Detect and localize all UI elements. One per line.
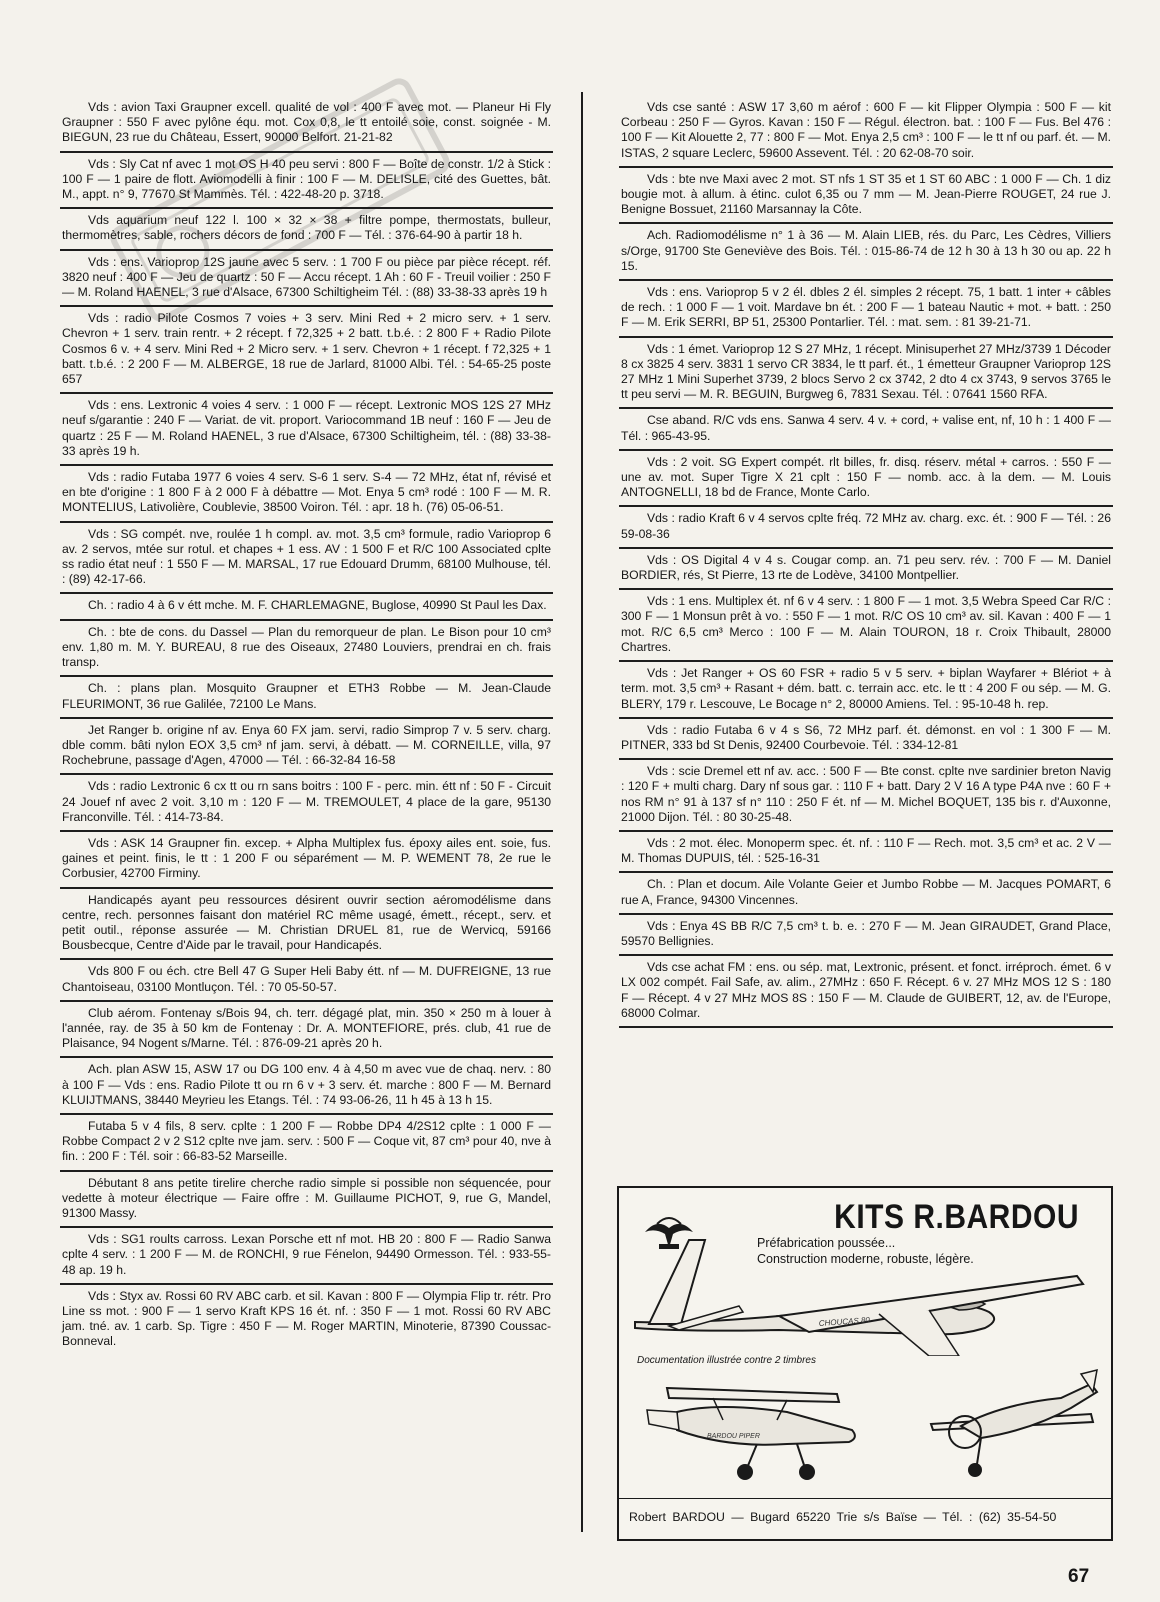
classified-ad: Vds : Sly Cat nf avec 1 mot OS H 40 peu servi : 800 F — Boîte de constr. 1/2 à Stick : 100 F — 1 paire de flott. Aviomodelli à finir : 100 F — M. DELISLE, cité des Guettes, bât. M., appt. n° 9, 77670 St Mammès. Tél. : 422-48-20 p. 3718.: [60, 153, 553, 210]
advert-contact: Robert BARDOU — Bugard 65220 Trie s/s Baïse — Tél. : (62) 35-54-50: [629, 1510, 1057, 1524]
cub-airplane-illustration: [637, 1372, 867, 1490]
classified-ad: Vds : bte nve Maxi avec 2 mot. ST nfs 1 ST 35 et 1 ST 60 ABC : 1 000 F — Ch. 1 diz bougie mot. à allum. à étinc. culot 6,35 ou 7 mm — M. Jean-Pierre ROUGET, 24 rue J. Benigne Bossuet, 21160 Marsannay la Côte.: [619, 168, 1113, 225]
classified-ad: Ch. : plans plan. Mosquito Graupner et ETH3 Robbe — M. Jean-Claude FLEURIMONT, 36 rue Galilée, 72100 Le Mans.: [60, 677, 553, 718]
classified-ad: Vds : scie Dremel ett nf av. acc. : 500 F — Bte const. cplte nve sardinier breton Navig : 120 F + multi charg. Dary nf sous gar. : 110 F + batt. Dary 2 V 16 A type P4A nve : 60 F + nos RM n° 91 à 137 sf n° 110 : 250 F ét. nf — M. Michel BOQUET, 135 bis r. d'Auxonne, 21000 Dijon. Tél. : 80 30-25-48.: [619, 760, 1113, 832]
left-classifieds-column: [60, 92, 553, 1355]
classified-ad: Vds : radio Kraft 6 v 4 servos cplte fréq. 72 MHz av. charg. exc. ét. : 900 F — Tél. : 26 59-08-36: [619, 507, 1113, 548]
classified-ad: Ch. : radio 4 à 6 v étt mche. M. F. CHARLEMAGNE, Buglose, 40990 St Paul les Dax.: [60, 594, 553, 620]
glider-label: CHOUCAS 80: [818, 1315, 871, 1328]
classified-ad: Vds : ens. Varioprop 12S jaune avec 5 serv. : 1 700 F ou pièce par pièce récept. réf. 3820 neuf : 400 F — Jeu de quartz : 50 F — Accu récept. 1 Ah : 60 F - Treuil voilier : 250 F — M. Roland HAENEL, 3 rue d'Alsace, 67300 Schiltigheim Tél. : (88) 33-38-33 après 19 h: [60, 251, 553, 308]
classified-ad: Ach. plan ASW 15, ASW 17 ou DG 100 env. 4 à 4,50 m avec vue de chaq. nerv. : 80 à 100 F — Vds : ens. Radio Pilote tt ou rn 6 v + 3 serv. ét. marche : 800 F — M. Bernard KLUIJTMANS, 38440 Meyrieu les Etangs. Tél. : 74 93-06-26, 11 h 45 à 13 h 15.: [60, 1058, 553, 1115]
brand-title: KITS R.BARDOU: [834, 1198, 1079, 1236]
tagline-construction: Construction moderne, robuste, légère.: [757, 1252, 974, 1266]
classified-ad: Ach. Radiomodélisme n° 1 à 36 — M. Alain LIEB, rés. du Parc, Les Cèdres, Villiers s/Orge, 91700 Ste Geneviève des Bois. Tél. : 015-86-74 de 12 h 30 à 13 h 30 ou ap. 22 h 15.: [619, 224, 1113, 281]
tagline-prefab: Préfabrication poussée...: [757, 1236, 896, 1250]
page-number: 67: [1068, 1566, 1090, 1587]
classified-ad: Vds : SG1 roults carross. Lexan Porsche ett nf mot. HB 20 : 800 F — Radio Sanwa cplte 4 serv. : 1 200 F — M. de RONCHI, 9 rue Fénelon, 94490 Ormesson. Tél. : 933-55-48 ap. 19 h.: [60, 1228, 553, 1285]
classified-ad: Vds : 1 émet. Varioprop 12 S 27 MHz, 1 récept. Minisuperhet 27 MHz/3739 1 Décoder 8 cx 3825 4 serv. 3831 1 servo CR 3834, le tt parf. ét., 1 émetteur Graupner Varioprop 12S 27 MHz 1 Mini Superhet 3739, 2 blocs Servo 2 cx 3742, 2 dto 4 cx 3743, 9 servos 3765 le tt peu servi — M. R. BEGUIN, Burgweg 6, 7831 Sexau. Tél. : 07641 1560 RFA.: [619, 338, 1113, 410]
classified-ad: Vds : Styx av. Rossi 60 RV ABC carb. et sil. Kavan : 800 F — Olympia Flip tr. rétr. Pro Line ss mot. : 900 F — 1 servo Kraft KPS 16 ét. nf. : 350 F — 1 mot. Rossi 60 RV ABC jam. tné. av. 1 carb. Sp. Tigre : 450 F — M. Roger MARTIN, Minoterie, 87390 Coussac-Bonneval.: [62, 1288, 551, 1349]
classified-ad: Vds cse santé : ASW 17 3,60 m aérof : 600 F — kit Flipper Olympia : 500 F — kit Corbeau : 250 F — Gyros. Kavan : 150 F — Régul. électron. bat. : 100 F — Fus. Bel 476 : 100 F — Kit Alouette 2, 77 : 800 F — Mot. Enya 2,5 cm³ : 100 F — le tt nf ou parf. ét. — M. ISTAS, 2 square Leclerc, 59600 Assevent. Tél. : 20 62-08-70 soir.: [619, 92, 1113, 168]
advert-footer-divider: [619, 1498, 1111, 1499]
classified-ad: Handicapés ayant peu ressources désirent ouvrir section aéromodélisme dans centre, rech. personnes faisant don matériel RC même usagé, émett., récept., serv. et petit outil., réponse assurée — M. Christian DRUEL 81, rue de Wervicq, 59166 Bousbecque, Centre d'Aide par le travail, pour Handicapés.: [60, 889, 553, 961]
classified-ad: Vds : ens. Varioprop 5 v 2 él. dbles 2 él. simples 2 récept. 75, 1 batt. 1 inter + câbles de rech. : 1 000 F — 1 voit. Mardave bn ét. : 200 F — 1 bateau Nautic + mot. + batt. : 250 F — M. Erik SERRI, BP 51, 25300 Pontarlier. Tél. : mat. sem. : 81 39-21-71.: [619, 281, 1113, 338]
classified-ad: Vds : radio Futaba 6 v 4 s S6, 72 MHz parf. ét. démonst. en vol : 1 300 F — M. PITNER, 333 bd St Denis, 92400 Courbevoie. Tél. : 334-12-81: [619, 719, 1113, 760]
classified-ad: Club aérom. Fontenay s/Bois 94, ch. terr. dégagé plat, min. 350 × 250 m à louer à l'année, ray. de 35 à 50 km de Fontenay : Dr. A. MONTEFIORE, prés. club, 41 rue de Plaisance, 94 Nogent s/Marne. Tél. : 876-09-21 après 20 h.: [60, 1002, 553, 1059]
classified-ad: Vds : ens. Lextronic 4 voies 4 serv. : 1 000 F — récept. Lextronic MOS 12S 27 MHz neuf s/garantie : 240 F — Variat. de vit. proport. Variocommand 1B neuf : 160 F — Jeu de quartz : 25 F — M. Roland HAENEL, 3 rue d'Alsace, 67300 Schiltigheim, tél. : (88) 33-38-33 après 19 h.: [60, 394, 553, 466]
cub-label: BARDOU PIPER: [707, 1433, 760, 1440]
classified-ad: Vds : OS Digital 4 v 4 s. Cougar comp. an. 71 peu serv. rév. : 700 F — M. Daniel BORDIER, rés, St Pierre, 13 rte de Lodève, 34100 Montpellier.: [619, 549, 1113, 590]
classified-ad: Vds : 1 ens. Multiplex ét. nf 6 v 4 serv. : 1 800 F — 1 mot. 3,5 Webra Speed Car R/C : 300 F — 1 Monsun prêt à vo. : 550 F — 1 mot. R/C OS 10 cm³ av. sil. Kavan : 400 F — 1 mot. R/C 6,5 cm³ Merco : 100 F — M. Alain TOURON, 18 r. Croix Thibault, 28000 Chartres.: [619, 590, 1113, 662]
classified-ad: Vds : Enya 4S BB R/C 7,5 cm³ t. b. e. : 270 F — M. Jean GIRAUDET, Grand Place, 59570 Bellignies.: [619, 915, 1113, 956]
column-divider: [581, 92, 583, 1532]
classified-ad: Débutant 8 ans petite tirelire cherche radio simple si possible non séquencée, pour vedette à moteur électrique — Faire offre : M. Guillaume PICHOT, 9, rue G, Mandel, 91300 Massy.: [60, 1172, 553, 1229]
classified-ad: Vds cse achat FM : ens. ou sép. mat, Lextronic, présent. et fonct. irréproch. émet. 6 v LX 002 compét. Fail Safe, av. alim., 27MHz : 650 F. Récept. 6 v. 27 MHz MOS 12 S : 180 F — Récept. 4 v 27 MHz MOS 8S : 150 F — M. Claude de GUIBERT, 12, av. de l'Europe, 68000 Colmar.: [619, 956, 1113, 1028]
classified-ad: Ch. : Plan et docum. Aile Volante Geier et Jumbo Robbe — M. Jacques POMART, 6 rue A, France, 94300 Vincennes.: [619, 873, 1113, 914]
right-classifieds-column: [619, 92, 1113, 1028]
classified-ad: Vds : avion Taxi Graupner excell. qualité de vol : 400 F avec mot. — Planeur Hi Fly Graupner : 550 F avec pylône équ. mot. Cox 0,8, le tt entoilé soie, const. soignée - M. BIEGUN, 23 rue du Château, Essert, 90000 Belfort. 21-21-82: [60, 92, 553, 153]
classified-ad: Vds : 2 mot. élec. Monoperm spec. ét. nf. : 110 F — Rech. mot. 3,5 cm³ et ac. 2 V — M. Thomas DUPUIS, tél. : 525-16-31: [619, 832, 1113, 873]
classified-ad: Vds : SG compét. nve, roulée 1 h compl. av. mot. 3,5 cm³ formule, radio Varioprop 6 av. 2 servos, mtée sur rotul. et chapes + 1 ess. AV : 1 500 F et R/C 100 Associated cplte ss radio état neuf : 1 550 F — M. MARSAL, 17 rue Edouard Drumm, 68100 Mulhouse, tél. : (89) 42-17-66.: [60, 523, 553, 595]
classified-ad: Vds aquarium neuf 122 l. 100 × 32 × 38 + filtre pompe, thermostats, bulleur, thermomètres, sable, rochers décors de fond : 700 F — Tél. : 376-64-90 à partir 18 h.: [60, 209, 553, 250]
classified-ad: Vds : 2 voit. SG Expert compét. rlt billes, fr. disq. réserv. métal + carros. : 550 F — une av. mot. Super Tigre X 21 cplt : 150 F — nomb. acc. à la dem. — M. Louis ANTOGNELLI, 18 bd de France, Monte Carlo.: [619, 451, 1113, 508]
classified-ad: Vds : radio Pilote Cosmos 7 voies + 3 serv. Mini Red + 2 micro serv. + 1 serv. Chevron + 1 serv. train rentr. + 2 récept. f 72,325 + 2 batt. t.b.é. : 2 800 F + Radio Pilote Cosmos 6 v. + 4 serv. Mini Red + 2 Micro serv. + 1 serv. Chevron + 1 récept. f 72,325 + 1 batt. t.b.é. : 2 200 F — M. ALBERGE, 18 rue de Jarlard, 81000 Albi. Tél. : 54-65-25 poste 657: [60, 307, 553, 394]
classified-ad: Vds : radio Futaba 1977 6 voies 4 serv. S-6 1 serv. S-4 — 72 MHz, état nf, révisé et en bte d'origine : 1 800 F à 2 000 F à débattre — Mot. Enya 5 cm³ rodé : 100 F — M. R. MONTELIUS, Lativolière, Coublevie, 38500 Voiron. Tél. : apr. 18 h. (76) 05-06-51.: [60, 466, 553, 523]
classified-ad: Jet Ranger b. origine nf av. Enya 60 FX jam. servi, radio Simprop 7 v. 5 serv. charg. dble comm. bâti nylon EOX 3,5 cm³ nf jam. servi, à débatt. — M. CORNEILLE, villa, 97 Rochebrune, passage d'Agen, 47000 — Tél. : 66-32-84 16-58: [60, 719, 553, 776]
documentation-note: Documentation illustrée contre 2 timbres: [637, 1355, 816, 1366]
classified-ad: Futaba 5 v 4 fils, 8 serv. cplte : 1 200 F — Robbe DP4 4/2S12 cplte : 1 000 F — Robbe Compact 2 v 2 S12 cplte nve jam. serv. : 500 F — Coque vit, 87 cm³ pour 40, nve à fin. : 200 F : Tél. soir : 66-83-52 Marseille.: [60, 1115, 553, 1172]
classified-ad: Vds : radio Lextronic 6 cx tt ou rn sans boitrs : 100 F - perc. min. étt nf : 50 F - Circuit 24 Jouef nf avec 2 voit. 3,10 m : 120 F — M. TREMOULET, 4 place de la gare, 95130 Franconville. Tél. : 414-73-84.: [60, 775, 553, 832]
classified-ad: Vds : ASK 14 Graupner fin. excep. + Alpha Multiplex fus. époxy ailes ent. soie, fus. gaines et peint. finis, le tt : 1 200 F ou séparément — M. P. WEMENT 78, 2e rue le Corbusier, 42700 Firminy.: [60, 832, 553, 889]
classified-ad: Ch. : bte de cons. du Dassel — Plan du remorqueur de plan. Le Bison pour 10 cm³ env. 1,80 m. M. Y. BUREAU, 8 rue des Oiseaux, 27480 Louviers, prendrai en ch. frais transp.: [60, 621, 553, 678]
classified-ad: Vds : Jet Ranger + OS 60 FSR + radio 5 v 5 serv. + biplan Wayfarer + Blériot + à term. mot. 3,5 cm³ + Rasant + dém. batt. c. terrain acc. etc. le tt : 4 200 F ou sép. — M. G. BLERY, 179 r. Lescouve, Le Bocage n° 2, 80000 Amiens. Tel. : 95-10-48 h. rep.: [619, 662, 1113, 719]
classified-ad: Cse aband. R/C vds ens. Sanwa 4 serv. 4 v. + cord, + valise ent, nf, 10 h : 1 400 F — Tél. : 965-43-95.: [619, 409, 1113, 450]
glider-illustration: [629, 1236, 1099, 1356]
bardou-advertisement: [617, 1186, 1113, 1541]
classified-ad: Vds 800 F ou éch. ctre Bell 47 G Super Heli Baby étt. nf — M. DUFREIGNE, 13 rue Chantoiseau, 03100 Montluçon. Tél. : 70 05-50-57.: [60, 960, 553, 1001]
racer-airplane-illustration: [921, 1364, 1101, 1484]
